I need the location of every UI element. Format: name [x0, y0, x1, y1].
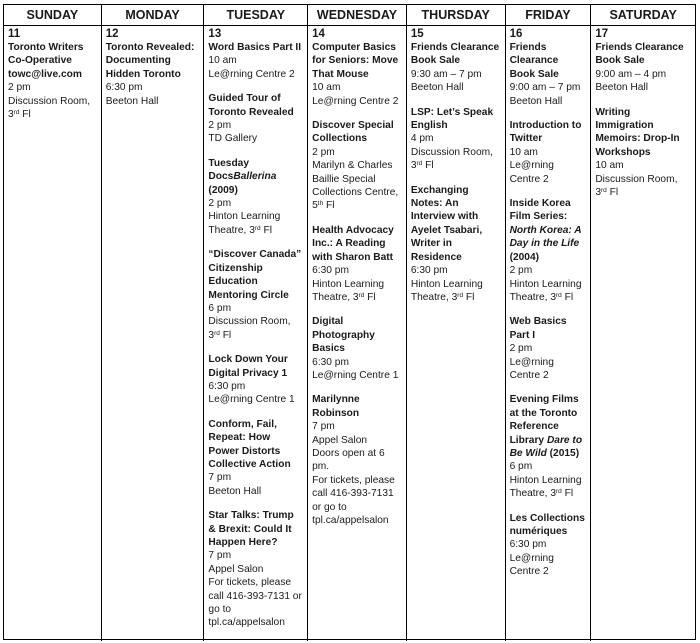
- event-detail: Beeton Hall: [208, 485, 262, 497]
- weekday-header: FRIDAY: [506, 5, 592, 25]
- event-entry: [510, 315, 587, 382]
- event-title: “Discover Canada” Citizenship Education Mentoring Circle: [208, 249, 302, 301]
- event-detail: 4 pm: [410, 133, 434, 145]
- event-detail: Hinton Learning Theatre, 3rd Fl: [410, 278, 483, 303]
- day-number: 13: [208, 28, 222, 40]
- event-entry: [208, 418, 303, 498]
- event-entry: [208, 248, 303, 342]
- event-detail: 6:30 pm: [105, 82, 143, 94]
- event-detail: 6:30 pm: [312, 265, 349, 277]
- event-title: Conform, Fail, Repeat: How Power Distorts Collective Action: [208, 418, 291, 470]
- event-detail: 7 pm: [208, 550, 232, 562]
- event-entry: [595, 41, 691, 95]
- event-title: Friends Clearance Book Sale: [509, 42, 559, 80]
- event-detail: Beeton Hall: [410, 82, 464, 94]
- weekday-header: MONDAY: [102, 5, 205, 25]
- event-detail: Doors open at 6 pm.: [312, 447, 385, 473]
- event-title: Guided Tour of Toronto Revealed: [208, 93, 294, 118]
- event-detail: Le@rning Centre 2: [509, 160, 554, 185]
- event-detail: 10 am: [595, 160, 624, 172]
- event-title: Toronto Revealed: Documenting Hidden Toronto: [105, 42, 195, 80]
- event-detail: 2 pm: [208, 198, 232, 210]
- event-detail: 2 pm: [509, 265, 533, 277]
- event-entry: [510, 393, 587, 500]
- event-entry: [208, 157, 303, 237]
- event-detail: 7 pm: [312, 421, 335, 433]
- event-title: Health Advocacy Inc.: A Reading with Sharon Batt: [312, 224, 394, 263]
- event-title: Inside Korea Film Series: North Korea: A Day in the Life (2004): [509, 198, 582, 263]
- event-detail: Hinton Learning Theatre, 3rd Fl: [208, 211, 281, 236]
- event-title: Discover Special Collections: [312, 120, 394, 145]
- day-number: 15: [410, 28, 424, 40]
- event-detail: TD Gallery: [208, 133, 258, 145]
- weekday-header: WEDNESDAY: [308, 5, 407, 25]
- event-detail: Discussion Room, 3rd Fl: [595, 173, 678, 199]
- day-cell: [102, 26, 205, 641]
- event-detail: Discussion Room, 3rd Fl: [8, 95, 91, 121]
- event-detail: 6:30 pm: [312, 356, 349, 368]
- event-entry: [208, 353, 303, 407]
- weekday-header: TUESDAY: [204, 5, 308, 25]
- event-title: Friends Clearance Book Sale: [595, 42, 684, 67]
- event-entry: [411, 106, 501, 173]
- event-entry: [8, 41, 97, 121]
- event-entry: [106, 41, 200, 108]
- event-detail: Hinton Learning Theatre, 3rd Fl: [312, 278, 385, 303]
- event-detail: 10 am: [312, 82, 341, 94]
- weekday-header: SATURDAY: [609, 8, 677, 22]
- day-cell: [4, 26, 102, 641]
- event-detail: Appel Salon: [208, 563, 264, 575]
- event-title: Star Talks: Trump & Brexit: Could It Happen Here?: [208, 510, 294, 548]
- day-number: 17: [595, 28, 609, 40]
- event-detail: 6 pm: [509, 461, 533, 473]
- event-entry: [312, 119, 402, 213]
- event-entry: [208, 509, 303, 630]
- event-entry: [510, 41, 587, 108]
- event-detail: Le@rning Centre 2: [509, 356, 554, 381]
- day-cell: [506, 26, 592, 641]
- day-cell: [591, 26, 695, 641]
- event-detail: 9:30 am – 7 pm: [410, 68, 482, 80]
- event-entry: [312, 41, 402, 108]
- event-title: Lock Down Your Digital Privacy 1: [208, 354, 288, 379]
- event-detail: Beeton Hall: [509, 95, 563, 107]
- event-detail: 7 pm: [208, 472, 232, 484]
- event-title: Marilynne Robinson: [312, 394, 360, 419]
- event-detail: Beeton Hall: [105, 95, 159, 107]
- day-number: 14: [312, 28, 325, 40]
- event-title: Web Basics Part I: [509, 316, 567, 341]
- event-title: Computer Basics for Seniors: Move That Mouse: [312, 42, 399, 80]
- day-cell: [407, 26, 506, 641]
- event-entry: [411, 184, 501, 305]
- event-title: Writing Immigration Memoirs: Drop-In Workshops: [595, 106, 680, 158]
- event-detail: Hinton Learning Theatre, 3rd Fl: [509, 278, 582, 303]
- event-detail: 2 pm: [312, 146, 335, 158]
- event-detail: Le@rning Centre 1: [208, 394, 295, 406]
- event-title: Tuesday DocsBallerina (2009): [208, 157, 277, 196]
- event-detail: Appel Salon: [312, 434, 368, 446]
- day-number: 16: [509, 28, 523, 40]
- weekday-header: THURSDAY: [407, 5, 506, 25]
- event-detail: Hinton Learning Theatre, 3rd Fl: [509, 474, 582, 500]
- event-entry: [312, 224, 402, 304]
- event-title: Les Collections numériques: [509, 512, 585, 537]
- day-cell: [308, 26, 407, 641]
- day-cells-row: [4, 26, 695, 641]
- event-detail: Discussion Room, 3rd Fl: [208, 316, 291, 341]
- day-number: 12: [105, 28, 119, 40]
- event-detail: 9:00 am – 7 pm: [509, 82, 581, 94]
- event-detail: 6 pm: [208, 302, 232, 314]
- event-title: Introduction to Twitter: [509, 120, 582, 145]
- event-title: Digital Photography Basics: [312, 316, 375, 355]
- calendar-week: [3, 4, 696, 640]
- event-entry: [312, 315, 402, 382]
- event-entry: [208, 41, 303, 81]
- event-title: Evening Films at the Toronto Reference Library Dare to Be Wild (2015): [509, 394, 583, 459]
- event-detail: 6:30 pm: [410, 265, 448, 277]
- event-title: LSP: Let’s Speak English: [410, 106, 494, 132]
- event-detail: 10 am: [509, 146, 538, 158]
- event-entry: [510, 197, 587, 304]
- event-title: Exchanging Notes: An Interview with Ayelet Tsabari, Writer in Residence: [410, 184, 483, 263]
- event-detail: For tickets, please call 416-393-7131 or go to tpl.ca/appelsalon: [208, 577, 302, 629]
- event-title: Word Basics Part II: [208, 42, 302, 53]
- day-number: 11: [8, 28, 21, 40]
- event-detail: Le@rning Centre 2: [312, 95, 399, 107]
- event-entry: [208, 92, 303, 146]
- event-detail: 6:30 pm: [509, 539, 547, 551]
- event-detail: Discussion Room, 3rd Fl: [410, 146, 493, 172]
- event-detail: Le@rning Centre 2: [509, 552, 554, 578]
- event-entry: [510, 512, 587, 579]
- event-entry: [411, 41, 501, 95]
- event-entry: [312, 393, 402, 527]
- event-detail: 6:30 pm: [208, 380, 246, 392]
- event-detail: 2 pm: [8, 82, 31, 94]
- event-detail: 2 pm: [208, 120, 232, 132]
- weekday-header: SUNDAY: [4, 5, 102, 25]
- event-detail: Marilyn & Charles Baillie Special Collections Centre, 5th Fl: [312, 160, 399, 212]
- event-title: Friends Clearance Book Sale: [410, 42, 500, 67]
- event-entry: [595, 106, 691, 200]
- event-title: Toronto Writers Co-Operative towc@live.com: [8, 42, 84, 80]
- weekday-header-row: [4, 5, 695, 26]
- event-detail: Beeton Hall: [595, 82, 648, 94]
- event-detail: Le@rning Centre 1: [312, 369, 399, 381]
- event-detail: 10 am: [208, 55, 237, 67]
- event-detail: 9:00 am – 4 pm: [595, 68, 667, 80]
- event-entry: [510, 119, 587, 186]
- event-detail: For tickets, please call 416-393-7131 or go to tpl.ca/appelsalon: [312, 474, 395, 526]
- day-cell: [204, 26, 308, 641]
- event-detail: Le@rning Centre 2: [208, 68, 295, 80]
- event-detail: 2 pm: [509, 343, 533, 355]
